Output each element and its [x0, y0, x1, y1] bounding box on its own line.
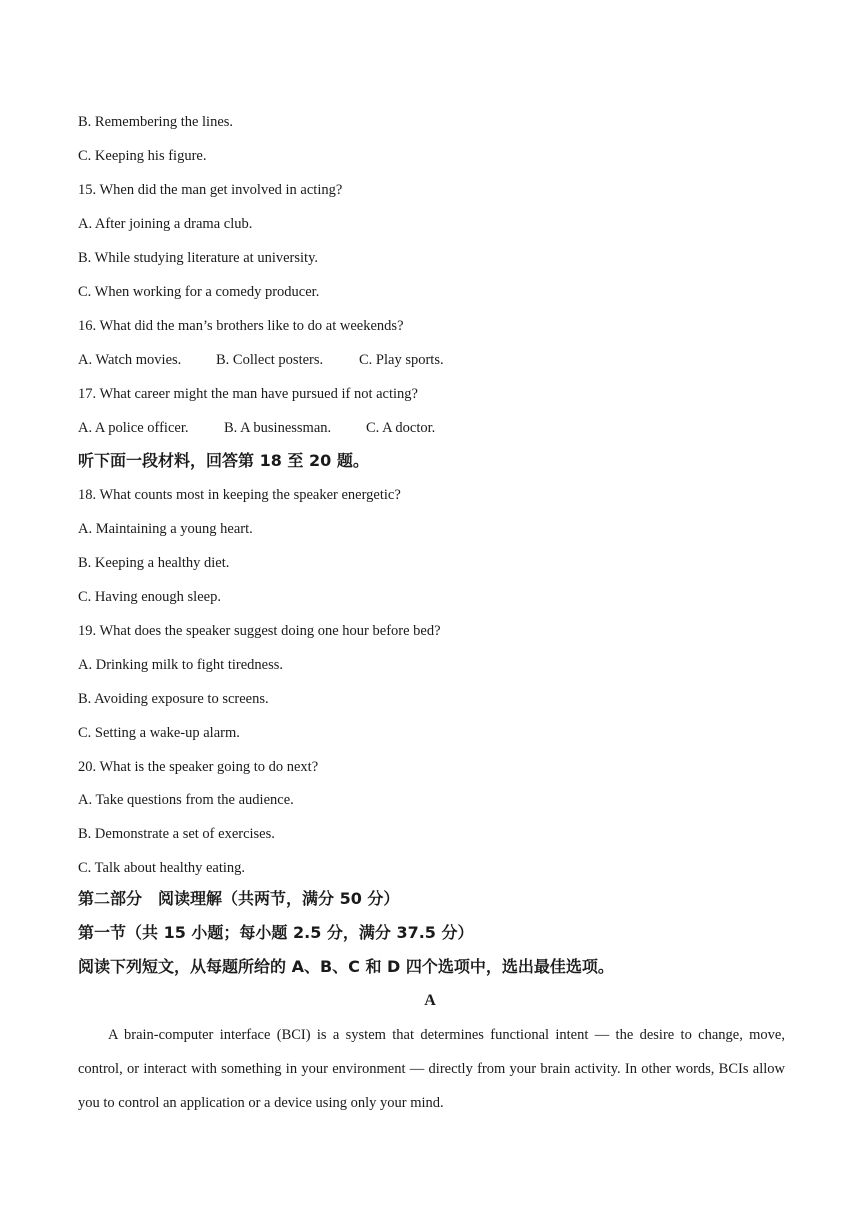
options-17	[78, 418, 435, 438]
option-17a: A. A police officer.	[78, 420, 189, 436]
passage-title: A	[424, 992, 436, 1009]
option-20a: A. Take questions from the audience.	[78, 792, 294, 808]
question-17: 17. What career might the man have pursued if not acting?	[78, 386, 418, 402]
option-16a: A. Watch movies.	[78, 352, 182, 368]
options-16	[78, 350, 444, 370]
option-16c: C. Play sports.	[359, 352, 444, 368]
question-18: 18. What counts most in keeping the speaker energetic?	[78, 487, 401, 503]
option-19c: C. Setting a wake-up alarm.	[78, 725, 240, 741]
option-20c: C. Talk about healthy eating.	[78, 860, 246, 876]
option-19b: B. Avoiding exposure to screens.	[78, 691, 269, 707]
option-14c: C. Keeping his figure.	[78, 148, 207, 164]
passage-paragraph: A brain-computer interface (BCI) is a system that determines functional intent — the desire to change, move, control, or interact with something in your environment — directly from your brain activity. In other words, BCIs allow you to control an application or a device using only your mind.	[78, 1027, 785, 1111]
option-17c: C. A doctor.	[366, 420, 436, 436]
option-20b: B. Demonstrate a set of exercises.	[78, 826, 275, 842]
option-17b: B. A businessman.	[224, 420, 332, 436]
question-20: 20. What is the speaker going to do next?	[78, 759, 319, 775]
option-15a: A. After joining a drama club.	[78, 216, 253, 232]
section-1-heading: 第一节（共 15 小题；每小题 2.5 分，满分 37.5 分）	[78, 923, 474, 942]
reading-instruction: 阅读下列短文，从每题所给的 A、B、C 和 D 四个选项中，选出最佳选项。	[78, 957, 614, 976]
listening-instruction: 听下面一段材料，回答第 18 至 20 题。	[78, 451, 369, 470]
option-14b: B. Remembering the lines.	[78, 114, 234, 130]
option-16b: B. Collect posters.	[216, 352, 324, 368]
question-15: 15. When did the man get involved in acting?	[78, 182, 343, 198]
option-15b: B. While studying literature at university.	[78, 250, 319, 266]
option-18a: A. Maintaining a young heart.	[78, 521, 253, 537]
part-2-heading: 第二部分 阅读理解（共两节，满分 50 分）	[78, 889, 400, 908]
option-18c: C. Having enough sleep.	[78, 589, 221, 605]
option-18b: B. Keeping a healthy diet.	[78, 555, 230, 571]
question-19: 19. What does the speaker suggest doing one hour before bed?	[78, 623, 441, 639]
option-15c: C. When working for a comedy producer.	[78, 284, 320, 300]
question-16: 16. What did the man’s brothers like to do at weekends?	[78, 318, 404, 334]
option-19a: A. Drinking milk to fight tiredness.	[78, 657, 283, 673]
